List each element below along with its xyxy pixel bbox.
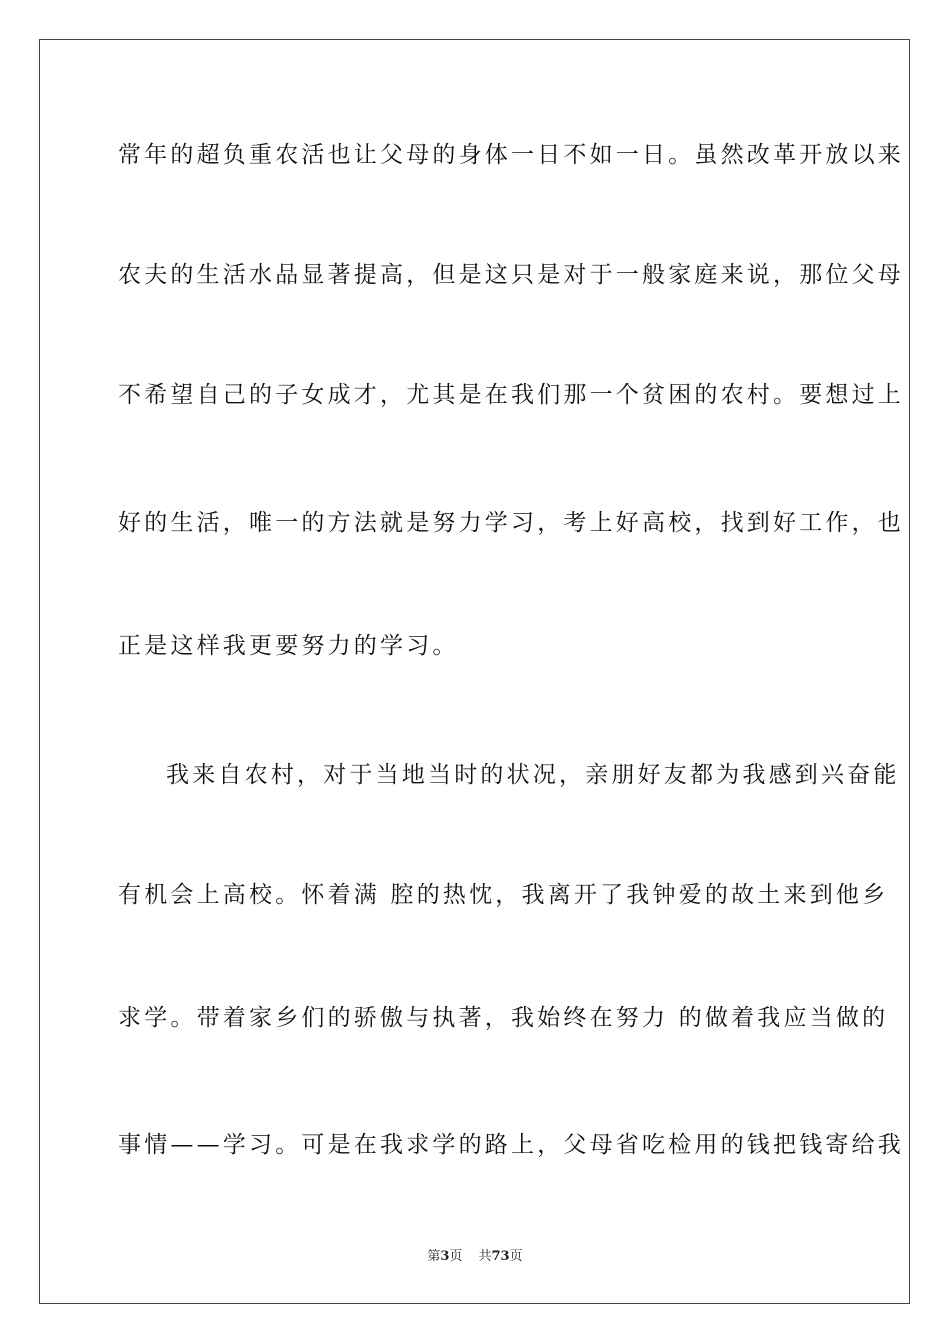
body-text-line: 好的生活，唯一的方法就是努力学习，考上好高校，找到好工作，也: [118, 510, 904, 536]
body-text-line: 农夫的生活水品显著提高，但是这只是对于一般家庭来说，那位父母: [118, 262, 904, 288]
total-prefix: 共: [478, 1249, 492, 1264]
body-text-line: 求学。带着家乡们的骄傲与执著，我始终在努力 的做着我应当做的: [118, 1005, 889, 1031]
paragraph-first-line: 我来自农村，对于当地当时的状况，亲朋好友都为我感到兴奋能: [166, 762, 900, 788]
page-suffix: 页: [449, 1249, 463, 1264]
page-prefix: 第: [427, 1249, 441, 1264]
body-text-line: 正是这样我更要努力的学习。: [118, 633, 459, 659]
body-text-line: 有机会上高校。怀着满 腔的热忱，我离开了我钟爱的故土来到他乡: [118, 882, 889, 908]
total-pages: 73: [491, 1249, 510, 1264]
page-border: [39, 39, 910, 1304]
body-text-line: 常年的超负重农活也让父母的身体一日不如一日。虽然改革开放以来: [118, 142, 904, 168]
page-number: 3: [440, 1249, 450, 1264]
body-text-line: 事情——学习。可是在我求学的路上，父母省吃检用的钱把钱寄给我: [118, 1132, 904, 1158]
body-text-line: 不希望自己的子女成才，尤其是在我们那一个贫困的农村。要想过上: [118, 382, 904, 408]
total-suffix: 页: [509, 1249, 523, 1264]
page-footer: [0, 1248, 950, 1266]
